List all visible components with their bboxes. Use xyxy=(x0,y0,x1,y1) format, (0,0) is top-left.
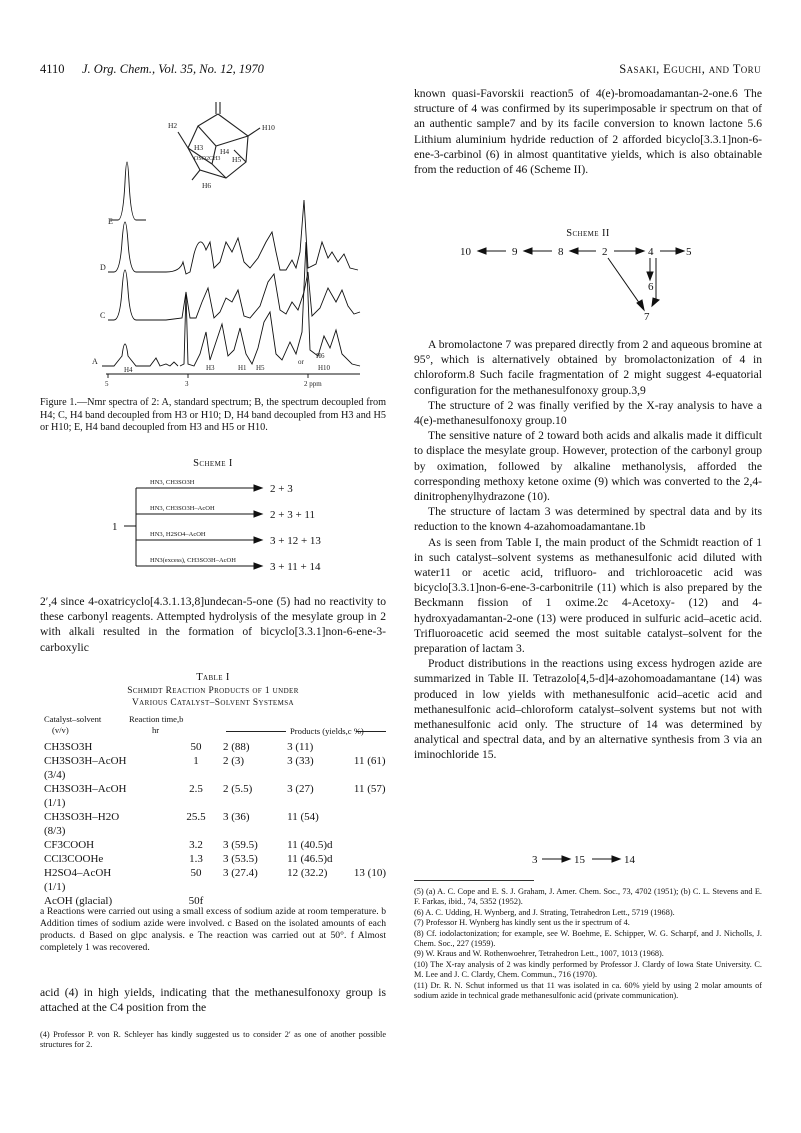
scheme1-reagent-4: HN3(excess), CH3SO3H–AcOH xyxy=(150,557,236,564)
tick-5: 5 xyxy=(105,380,109,388)
table1 xyxy=(42,740,388,908)
author-running-head: Sasaki, Eguchi, and Toru xyxy=(619,62,761,76)
table1-footnotes: a Reactions were carried out using a small excess of sodium azide at room temperature. b Addition times of sodium azide were involved. c Based on the isolated amounts of each products. d Based on glpc analysis. e The reaction was carried out at 50°. f Almost completely 1 was recovered. xyxy=(40,906,386,953)
scheme2-node-9: 9 xyxy=(512,246,518,258)
scheme1-diagram xyxy=(110,478,340,586)
table1-subtitle-2: Various Catalyst–Solvent Systemsa xyxy=(132,698,294,708)
right-paragraph-5: The structure of lactam 3 was determined by spectral data and by its reduction to the known 4-azahomoadamantane.1b xyxy=(414,505,762,534)
scheme2-title: Scheme II xyxy=(566,228,610,239)
scheme2-node-8: 8 xyxy=(558,246,564,258)
label-h5: H5 xyxy=(232,155,242,164)
left-paragraph-1: 2′,4 since 4-oxatricyclo[4.3.1.13,8]undecan-5-one (5) had no reactivity to these carbonyl reagents. Attempted hydrolysis of the mesylate group in 2 with alkali resulted in the formation of bicyclo[3.3.1]non-6-ene-3-carboxylic xyxy=(40,595,386,654)
footnote-6: (6) A. C. Udding, H. Wynberg, and J. Strating, Tetrahedron Lett., 5719 (1968). xyxy=(414,907,675,917)
footnote-5: (5) (a) A. C. Cope and E. S. J. Graham, J. Amer. Chem. Soc., 73, 4702 (1951); (b) C. L. Stevens and E. F. Farkas, ibid., 74, 5352 (1952). xyxy=(414,887,762,907)
peak-label-h5: H5 xyxy=(256,364,265,372)
peak-label-h4: H4 xyxy=(124,366,133,374)
scheme3-diagram xyxy=(528,850,648,868)
scheme2-node-7: 7 xyxy=(644,311,650,323)
scheme1-reagent-2: HN3, CH3SO3H–AcOH xyxy=(150,505,215,512)
footnote-rule xyxy=(414,880,534,881)
right-paragraph-2: A bromolactone 7 was prepared directly from 2 and aqueous bromine at 95°, which is alternatively obtained by bromolactonization of 4 in chloroform.8 Such facile fragmentation of 2 might suggest 4-equatorial configuration for the methanesulfonoxy group.3,9 xyxy=(414,338,762,397)
label-h6: H6 xyxy=(202,181,212,190)
table-row: CH3SO3H–AcOH 2.5 2 (5.5) 3 (27) 11 (57) xyxy=(44,783,386,795)
scheme1-start: 1 xyxy=(112,521,118,533)
right-paragraph-4: The sensitive nature of 2 toward both acids and alkalis made it difficult to displace the mesylate group. However, protection of the carbonyl group by oximation, followed by alkaline methanolysis, afforded the corresponding methoxy ketone oxime (9) which was converted to the 2,4-dinitrophenylhydrazone (10). xyxy=(414,429,762,504)
scheme2-node-10: 10 xyxy=(460,246,471,258)
label-h4: H4 xyxy=(220,147,230,156)
scheme3-node-15: 15 xyxy=(574,854,585,866)
right-paragraph-3: The structure of 2 was finally verified by the X-ray analysis to have a 4(e)-methanesulfonoxy group.10 xyxy=(414,398,762,428)
footnote-8: (8) Cf. iodolactonization; for example, see W. Boehme, E. Schipper, W. G. Scharpf, and J. Nicholls, J. Chem. Soc., 227 (1959). xyxy=(414,928,762,949)
scheme1-products-2: 2 + 3 + 11 xyxy=(270,509,315,521)
scheme2-node-6: 6 xyxy=(648,281,654,293)
trace-label-e: E xyxy=(108,217,113,226)
scheme1-products-4: 3 + 11 + 14 xyxy=(270,561,321,573)
peak-label-h1: H1 xyxy=(238,364,247,372)
scheme1-title: Scheme I xyxy=(193,458,233,469)
footnote-11: (11) Dr. R. N. Schut informed us that 11 was isolated in ca. 60% yield by using 2 molar amounts of sodium azide in technical grade methanesulfonic acid (private communication). xyxy=(414,980,762,1001)
tick-2-ppm: 2 ppm xyxy=(304,380,322,388)
figure1-caption: Figure 1.—Nmr spectra of 2: A, standard spectrum; B, the spectrum decoupled from H4; C, H4 band decoupled from H3 or H10; D, H4 band decoupled from H3 and H5 or H10; E, H4 band decoupled from H3 and H5 or H10. xyxy=(40,397,386,434)
label-h3: H3 xyxy=(194,143,204,152)
trace-label-a: A xyxy=(92,357,98,366)
left-footnote-4: (4) Professor P. von R. Schleyer has kindly suggested us to consider 2′ as one of another possible structures for 2. xyxy=(40,1030,386,1050)
right-paragraph-7: Product distributions in the reactions using excess hydrogen azide are summarized in Table II. Tetrazolo[4,5-d]4-azohomoadamantane (14) was produced in low yields with methanesulfonic acid–acetic acid and methanesulfonic acid–chloroform catalyst–solvent systems but not with methanesulfonic acid only. The structure of 14 was determined by analytical and spectral data, and by an alternative synthesis from 3 via an iminochloride 15. xyxy=(414,657,762,762)
table-row-ratio: (1/1) xyxy=(44,881,66,893)
table-row: CH3SO3H–AcOH 1 2 (3) 3 (33) 11 (61) xyxy=(44,755,386,767)
table-row: CH3SO3H 50 2 (88) 3 (11) xyxy=(44,741,314,753)
table1-col-time: Reaction time,b xyxy=(129,714,184,724)
label-h10: H10 xyxy=(262,123,275,132)
scheme2-diagram xyxy=(450,240,710,328)
footnote-7: (7) Professor H. Wynberg has kindly sent us the ir spectrum of 4. xyxy=(414,918,630,928)
table1-title: Table I xyxy=(196,672,230,683)
scheme1-reagent-3: HN3, H2SO4–AcOH xyxy=(150,531,206,538)
table-row-ratio: (1/1) xyxy=(44,797,66,809)
peak-label-h6: H6 xyxy=(316,352,325,360)
scheme1-reagent-1: HN3, CH3SO3H xyxy=(150,479,195,486)
table1-col-ratio: (v/v) xyxy=(52,725,69,735)
peak-label-or: or xyxy=(298,358,304,366)
table-row-ratio: (3/4) xyxy=(44,769,66,781)
table1-subtitle-1: Schmidt Reaction Products of 1 under xyxy=(127,686,299,696)
table-row: CCl3COOHe 1.3 3 (53.5) 11 (46.5)d xyxy=(44,853,333,865)
scheme3-node-14: 14 xyxy=(624,854,635,866)
nmr-traces xyxy=(102,162,360,378)
molecular-structure xyxy=(178,102,260,180)
scheme2-node-4: 4 xyxy=(648,246,654,258)
right-paragraph-1: known quasi-Favorskii reaction5 of 4(e)-bromoadamantan-2-one.6 The structure of 4 was confirmed by its superimposable ir spectrum on that of an authentic sample7 and by its facile conversion to known lactone 5.6 Lithium aluminium hydride reduction of 2 afforded bicyclo[3.3.1]non-6-ene-3-carbinol (6) in almost quantitative yields, which is also obtainable from the reduction of 46 (Scheme II). xyxy=(414,87,762,177)
footnote-10: (10) The X-ray analysis of 2 was kindly performed by Professor J. Clardy of Iowa State University. C. M. Lee and J. C. Clardy, Chem. Commun., 716 (1970). xyxy=(414,959,762,980)
table-row: CF3COOH 3.2 3 (59.5) 11 (40.5)d xyxy=(44,839,333,851)
peak-label-h10: H10 xyxy=(318,364,331,372)
nmr-spectra-figure xyxy=(70,92,370,390)
table1-col-catalyst: Catalyst–solvent xyxy=(44,714,102,724)
page-number: 4110 xyxy=(40,62,65,76)
scheme3-node-3: 3 xyxy=(532,854,538,866)
table1-col-products: Products (yields,c %) xyxy=(290,726,364,736)
trace-label-d: D xyxy=(100,263,106,272)
table-row: H2SO4–AcOH 50 3 (27.4) 12 (32.2) 13 (10) xyxy=(44,867,386,879)
label-oso2ch3: OSO2CH3 xyxy=(194,156,221,162)
journal-citation: J. Org. Chem., Vol. 35, No. 12, 1970 xyxy=(82,62,264,76)
peak-label-h3: H3 xyxy=(206,364,215,372)
left-paragraph-2: acid (4) in high yields, indicating that the methanesulfonoxy group is attached at the C4 position from the xyxy=(40,986,386,1015)
footnote-9: (9) W. Kraus and W. Rothenwoehrer, Tetrahedron Lett., 1007, 1013 (1968). xyxy=(414,949,664,959)
label-h2: H2 xyxy=(168,121,178,130)
table-row: AcOH (glacial) 50f xyxy=(44,895,204,907)
table1-col-time-unit: hr xyxy=(152,725,160,735)
table1-rule-left xyxy=(226,731,286,732)
right-paragraph-6: As is seen from Table I, the main product of the Schmidt reaction of 1 in such catalyst–solvent systems as methanesulfonic acid diluted with water11 or acetic acid, trifluoro- and trichloroacetic acid was bicyclo[3.3.1]non-6-ene-3-carbonitrile (11) which is also prepared by the Beckmann fission of 1 oxime.2c 4-Acetoxy- (12) and 4-hydroxyadamantan-2-one (13) were produced in sulfuric acid–acetic acid. Trifluoroacetic acid seemed the most suitable catalyst–solvent for the preparation of lactam 3. xyxy=(414,535,762,656)
tick-3: 3 xyxy=(185,380,189,388)
trace-label-c: C xyxy=(100,311,106,320)
table-row: CH3SO3H–H2O 25.5 3 (36) 11 (54) xyxy=(44,811,319,823)
table-row-ratio: (8/3) xyxy=(44,825,66,837)
table1-rule-right xyxy=(356,731,386,732)
scheme1-products-3: 3 + 12 + 13 xyxy=(270,535,321,547)
scheme2-node-2: 2 xyxy=(602,246,608,258)
scheme2-node-5: 5 xyxy=(686,246,692,258)
scheme1-products-1: 2 + 3 xyxy=(270,483,293,495)
